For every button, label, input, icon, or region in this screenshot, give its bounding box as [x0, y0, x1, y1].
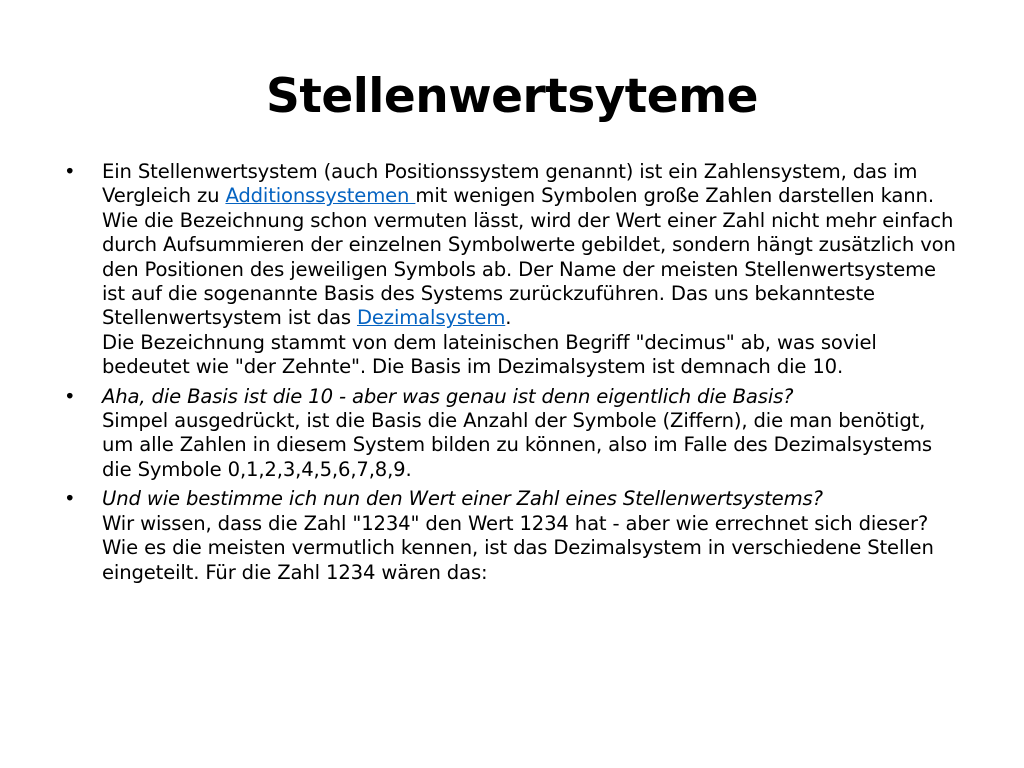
- slide-title: Stellenwertsyteme: [266, 69, 758, 124]
- bullet-answer: Wir wissen, dass die Zahl "1234" den Wert 1234 hat - aber wie errechnet sich dieser? Wie es die meisten vermutlich kennen, ist das Dezimalsystem in verschiedene Stellen eingeteilt. Für die Zahl 1234 wären das:: [102, 511, 934, 584]
- bullet-question: Aha, die Basis ist die 10 - aber was genau ist denn eigentlich die Basis?: [102, 384, 794, 408]
- bullet-paragraph: [102, 160, 960, 331]
- bullet-item-stellenwertsystem: [60, 160, 960, 380]
- bullet-marker: •: [64, 160, 76, 183]
- bullet-item-wert: [60, 487, 960, 585]
- bullet-text: mit wenigen Symbolen große Zahlen darstellen kann. Wie die Bezeichnung schon vermuten lässt, wird der Wert einer Zahl nicht mehr einfach durch Aufsummieren der einzelnen Symbolwerte gebildet, sondern hängt zusätzlich von den Positionen des jeweiligen Symbols ab. Der Name der meisten Stellenwertsysteme ist auf die sogenannte Basis des Systems zurückzuführen. Das uns bekannteste Stellenwertsystem ist das: [102, 184, 956, 330]
- link-additionssystemen[interactable]: Additionssystemen: [225, 184, 416, 208]
- bullet-marker: •: [64, 487, 76, 511]
- bullet-paragraph-continuation: Die Bezeichnung stammt von dem lateinischen Begriff "decimus" ab, was soviel bedeutet wie "der Zehnte". Die Basis im Dezimalsystem ist demnach die 10.: [102, 330, 877, 379]
- bullet-text: .: [505, 306, 512, 330]
- bullet-text: Ein Stellenwertsystem (auch Positionssystem genannt) ist ein Zahlensystem, das im Vergleich zu: [102, 160, 918, 208]
- bullet-question: Und wie bestimme ich nun den Wert einer Zahl eines Stellenwertsystems?: [102, 487, 823, 511]
- bullet-list: [60, 160, 960, 590]
- link-dezimalsystem[interactable]: Dezimalsystem: [356, 306, 506, 330]
- bullet-item-basis: [60, 385, 960, 483]
- bullet-answer: Simpel ausgedrückt, ist die Basis die Anzahl der Symbole (Ziffern), die man benötigt, um alle Zahlen in diesem System bilden zu können, also im Falle des Dezimalsystems die Symbole 0,1,2,3,4,5,6,7,8,9.: [102, 409, 932, 481]
- bullet-marker: •: [64, 384, 76, 408]
